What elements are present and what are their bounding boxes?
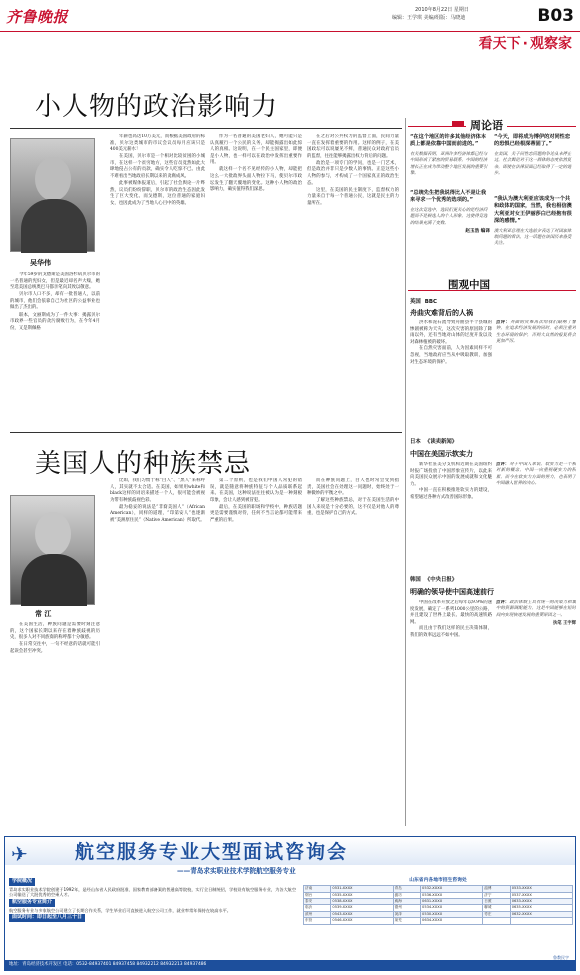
- paragraph: 政治是一项专门的学问，也是一门艺术，但是政治并非只是少数人的事情。正是这些小人物的参与，才构成了一个国家真正的政治生态。: [307, 160, 399, 186]
- table-cell: [510, 918, 572, 924]
- comment-head: 点评：: [496, 600, 510, 605]
- paragraph: 联本，文丽斯成为了一件大事：揭露贝尔市政界一些官员的贪污腐败行为，在今年4月份，又是斯佩格: [10, 312, 100, 331]
- article1-rule: [10, 128, 402, 129]
- quote-body: 澳大利亚总理在大选前夕表达了对国家体制问题的看法，这一话题在该国历来备受关注。: [494, 228, 572, 247]
- table-cell: 东营: [304, 918, 331, 924]
- paragraph: 最为稳妥的说法是“非裔美国人”（African American），同样的道理，“印第安人”也逐渐被“美洲原住民”（Native American）所取代。: [110, 504, 205, 524]
- news-country: [410, 576, 457, 584]
- ad-section-text: 青岛求实职业技术学院创建于1992年，是经山东省人民政府批准、国家教育部备案的普通高等院校，实行全日制统招，学校设有航空服务专业，为各大航空公司输送了大批优秀的空乘人才。: [9, 886, 297, 898]
- paragraph: 在自然灾害面前，人为因素同样不可忽视，当地政府应当从中吸取教训，加强对生态环境的保护。: [410, 346, 492, 365]
- table-cell: 0634-XXXX: [421, 918, 483, 924]
- article2-column-1: [10, 622, 100, 824]
- news-body: [410, 462, 492, 567]
- date-line: 2010年8月22日 星期日: [415, 7, 469, 13]
- article1-title: 小人物的政治影响力: [35, 92, 279, 122]
- author2-name: 常 江: [35, 610, 52, 618]
- paragraph: 今年59岁的戈德斯是美国洛杉矶贝尔市的一名普通的宪妇女，但是最近却名声大噪，她至选美国总统奥巴马都亲笔向其致以敬意。: [10, 272, 100, 291]
- author1-photo: [10, 138, 95, 252]
- table-cell: 临沂: [304, 905, 331, 911]
- table-cell: 0530-XXXX: [421, 911, 483, 917]
- table-row: [304, 918, 573, 924]
- table-cell: 0539-XXXX: [331, 905, 393, 911]
- quote-body: 有关数据表明，亚洲许多经济体都已经与中国形成了紧密的贸易联系，中国的经济增长正在成为带动整个地区发展的重要引擎。: [410, 151, 488, 177]
- ad-license-code: 鲁教民字: [553, 955, 569, 960]
- zhoulun-mark: [452, 121, 464, 127]
- news-title: 明确的领导使中国高速前行: [410, 588, 494, 596]
- ad-title: 航空服务专业大型面试咨询会: [75, 841, 349, 863]
- article2-column-4: [307, 478, 399, 826]
- table-cell: 0632-XXXX: [510, 911, 572, 917]
- section-name-a: 看天下: [478, 36, 521, 52]
- comment-text: 舟曲的灾难再次给我们敲响了警钟，在追求经济发展的同时，必须注重对生态环境的保护，否则大自然的报复将会更加严厉。: [496, 320, 576, 345]
- paragraph: 在美国，贝尔市是一个相对比较贫困的小城市，在这样一个贫穷地方，这些官员竟然如此大肆地侵占公有的贡款，确实令人吃惊不已。由此不难看出当地政府长期以来的贪腐成风。: [110, 154, 205, 180]
- paragraph: 贝尔市人口不多，却有一批普通人，以前的城市，他们会依靠自己为社区的公益事业也做出了杰出的。: [10, 292, 100, 311]
- table-cell: 0546-XXXX: [331, 918, 393, 924]
- paragraph: 而在种族问题上，白人也时常会受到指责，美国社会在处理这一问题时，始终处于一种微妙的平衡之中。: [307, 478, 399, 497]
- quote-body: 在美国，关于同性恋问题的争论从未停止过，社会舆论对于这一群体的态度依然复杂，即使在法律层面已经取得了一定的进步。: [494, 151, 572, 177]
- news-comment: [496, 320, 576, 430]
- table-cell: 泰安: [304, 898, 331, 904]
- table-cell: 0635-XXXX: [510, 905, 572, 911]
- table-cell: 烟台: [304, 892, 331, 898]
- article2-title: 美国人的种族禁忌: [35, 449, 252, 479]
- paragraph: 此事被媒体报道后，引起了社会舆论一片哗然，议员们纷纷辞职，贝尔市的政治生态因此发生了巨大变化。而戈德斯，这位普通的家庭妇女，也因此成为了当地人心目中的英雄。: [110, 181, 205, 206]
- paragraph: 洪水和泥石流导致舟曲县半个县城的惨剧被称为天灾，这次灾害的原因除了降雨以外，还有当地对山体的过度开发以及对森林植被的破坏。: [410, 320, 492, 345]
- ad-section-head: 学院概况: [9, 878, 35, 886]
- table-cell: 0543-XXXX: [331, 911, 393, 917]
- section-name-b: 观察家: [530, 36, 572, 52]
- advertisement[interactable]: [4, 836, 576, 971]
- comment-text: 政治体制上具有统一的决策力和集中的资源调配能力，这是中国能够在短时间内实现快速发展的重要原因之一。: [496, 600, 576, 618]
- paragraph: 年薪也高达10万美元，而根据美国政府的标准，贝尔这类城市的市议会议员每月应该只是400美元薪水！: [110, 134, 205, 153]
- comment-signature: 执笔 王宇辉: [553, 621, 576, 627]
- quote-text: “总统先生把我说得比人不是让我来寻求一个优秀的选项的。”: [410, 190, 487, 204]
- news-body: [410, 600, 492, 825]
- table-cell: 0631-XXXX: [421, 898, 483, 904]
- paragraph: 中国在改革开放之后每年以9.9%的速度发展，确定了一系列1000公里的公路，并且建设了世界上最长、最快的高速铁路网。: [410, 600, 492, 625]
- paragraph: 最后，在美国的职场和学校中，种族话题更是需要谨慎对待，任何不当言论都可能带来严重的后果。: [210, 504, 302, 524]
- quote-block: [494, 134, 574, 177]
- table-cell: 0531-XXXX: [331, 886, 393, 892]
- paragraph: 中国一直在积极推进软实力的建设，希望通过各种方式改善国际形象。: [410, 488, 492, 500]
- paragraph: 新华社驻美分支机构近期在美国纽约时报广场投放了中国形象宣传片，以此来向美国民众展示中国的发展成就和文化魅力。: [410, 462, 492, 487]
- section-separator: ·: [522, 36, 528, 52]
- ad-table-head: 山东省内各地市招生咨询处: [409, 878, 467, 883]
- quote-body: 在这次竞选中，选民们更关心的是经济问题而不是候选人的个人形象，这使得竞选的结果充满了变数。: [410, 207, 488, 226]
- table-cell: 淄博: [483, 886, 510, 892]
- ad-banner: [5, 837, 575, 865]
- quote-text: “今天，即将成为博伊的对同性恋的恐惧已经根深蒂固了。”: [494, 134, 571, 148]
- paragraph: 第二个原则，也是我们中国人常犯的错误，就是随意将种族特征与个人品质联系起来。在美国，这种说法往往被认为是一种刻板印象，会让人感到被冒犯。: [210, 478, 302, 503]
- ad-section-head: 航空服务专业简介: [9, 899, 55, 907]
- news-country: [410, 438, 457, 446]
- table-cell: 威海: [393, 898, 420, 904]
- author1-name: 吴华伟: [30, 259, 51, 267]
- paragraph: 在美国生活，种族问题是需要时刻注意的，这个国家长期以来存在着种族歧视的历史，很多人对不同族裔的称呼都十分敏感。: [10, 622, 100, 641]
- article1-column-1: [10, 272, 100, 527]
- paragraph: 而且由于我们这样的民主决策体制，我们的效率远远不如中国。: [410, 626, 492, 638]
- quote-block: [410, 190, 490, 236]
- quote-text: “我认为澳大利亚应该成为一个共和政体的国家，当然，我也相信澳大利亚对女王伊丽莎白已经抱有很深的感情。”: [494, 196, 572, 225]
- country-name: 日本: [410, 439, 421, 445]
- table-cell: 日照: [483, 898, 510, 904]
- table-cell: 0633-XXXX: [510, 898, 572, 904]
- paragraph: 比如，我们习惯于称“白人”、“黑人”来称呼人，其实就不太合适。在美国，如果用white和black这样的词语来描述一个人，很可能会被视为带有种族歧视色彩。: [110, 478, 205, 503]
- news-body: [410, 320, 492, 430]
- article1-column-4: [307, 134, 399, 524]
- quote-signature: 赵玉浩 编译: [465, 229, 490, 235]
- section-title: [479, 34, 572, 55]
- airplane-icon: ✈: [11, 842, 28, 866]
- table-cell: 0534-XXXX: [421, 905, 483, 911]
- table-cell: 滨州: [304, 911, 331, 917]
- comment-head: 点评：: [496, 320, 511, 325]
- quote-block: [410, 134, 490, 177]
- weiguan-label: 围观中国: [448, 279, 490, 291]
- author2-photo: [10, 495, 95, 605]
- column-divider: [405, 118, 406, 826]
- contact-table: [303, 885, 573, 924]
- table-cell: 0537-XXXX: [510, 892, 572, 898]
- news-source: BBC: [424, 299, 437, 305]
- zhoulun-label: 周论语: [466, 118, 507, 135]
- zhoulun-header: [408, 118, 576, 130]
- table-cell: 0532-XXXX: [421, 886, 483, 892]
- table-cell: 青岛: [393, 886, 420, 892]
- table-cell: 济南: [304, 886, 331, 892]
- quote-text: “在这个地区的许多其他经济体本质上都是依靠中国而前进的。”: [410, 134, 487, 148]
- comment-text: 对于中国人来说，软实力是一个相对新的概念，中国一向重视硬实力的积累，而今在软实力方面的努力，也表明了中国融入世界的决心。: [496, 462, 576, 487]
- editor-line: 编辑：王学琪 美编/组版：马晓迪: [392, 15, 466, 21]
- paragraph: 作为一名普通的美国老妇人，她可能只是认真履行一个公民的义务，却能揭露出如此惊人的真相。这说明，在一个民主国家里，即便是小人物，也一样可以在政治中发挥出重要作用。: [210, 134, 302, 166]
- ad-footer: 地址：青岛经济技术开发区 电话：0532-84937401 84937458 84932212 84932213 84937486: [5, 960, 575, 970]
- news-source: 《中央日报》: [424, 577, 458, 583]
- table-cell: 0536-XXXX: [421, 892, 483, 898]
- newspaper-logo: 齐鲁晚报: [6, 8, 69, 26]
- ad-info: [9, 877, 299, 969]
- article2-column-2: [110, 478, 205, 826]
- news-source: 《读卖新闻》: [424, 439, 458, 445]
- paragraph: 在日常交往中，一句不经意的话就可能引起误会甚至冲突。: [10, 642, 100, 654]
- paragraph: 就这样一个名不见经传的小人物，却能把这么一大批政界头面人物拉下马，使贝尔市政坛发生了翻天覆地的变化。这种小人物的政治影响力，确实值得我们深思。: [210, 167, 302, 193]
- table-cell: 潍坊: [393, 892, 420, 898]
- ad-contact-table: [303, 877, 573, 955]
- table-cell: 菏泽: [393, 911, 420, 917]
- table-cell: 0538-XXXX: [331, 898, 393, 904]
- news-title: 舟曲灾难背后的人祸: [410, 309, 473, 317]
- table-cell: 德州: [393, 905, 420, 911]
- news-title: 中国在美国示软实力: [410, 450, 473, 458]
- article2-column-3: [210, 478, 302, 826]
- comment-head: 点评：: [496, 462, 510, 467]
- ad-section-text: 航空服务专业与多家航空公司建立了长期合作关系，学生毕业后可直接进入航空公司工作，就业率常年保持在较高水平。: [9, 907, 231, 913]
- table-cell: 0533-XXXX: [510, 886, 572, 892]
- table-cell: 济宁: [483, 892, 510, 898]
- news-country: [410, 298, 437, 306]
- news-comment: [496, 462, 576, 567]
- table-cell: 枣庄: [483, 911, 510, 917]
- paragraph: 了解这些种族禁忌，对于在美国生活的中国人来说是十分必要的，这不仅是对他人的尊重，也是保护自己的方式。: [307, 498, 399, 517]
- page-number: B03: [537, 6, 574, 26]
- ad-subtitle: ——青岛求实职业技术学院航空服务专业: [177, 867, 296, 875]
- table-cell: 聊城: [483, 905, 510, 911]
- ad-section-head: 面试时间：即日起至八月三十日: [9, 914, 85, 922]
- weiguan-rule: [408, 290, 576, 291]
- article-separator: [10, 432, 402, 433]
- paragraph: 这里，在美国的民主制度下，监督权力的力量来自于每一个普通公民，这就是民主的力量所在。: [307, 187, 399, 206]
- country-name: 英国: [410, 299, 421, 305]
- table-cell: [483, 918, 510, 924]
- table-cell: 莱芜: [393, 918, 420, 924]
- section-band: [0, 31, 580, 32]
- quote-block: [494, 196, 574, 248]
- country-name: 韩国: [410, 577, 421, 583]
- news-comment: [496, 600, 576, 825]
- table-cell: 0535-XXXX: [331, 892, 393, 898]
- paragraph: 在之后对公共权力的监督上面，民间力量一直在发挥着重要的作用。这样的例子，在美国政坛可以说屡见不鲜，普通民众对政府官员的监督，往往能够揭露出权力背后的问题。: [307, 134, 399, 159]
